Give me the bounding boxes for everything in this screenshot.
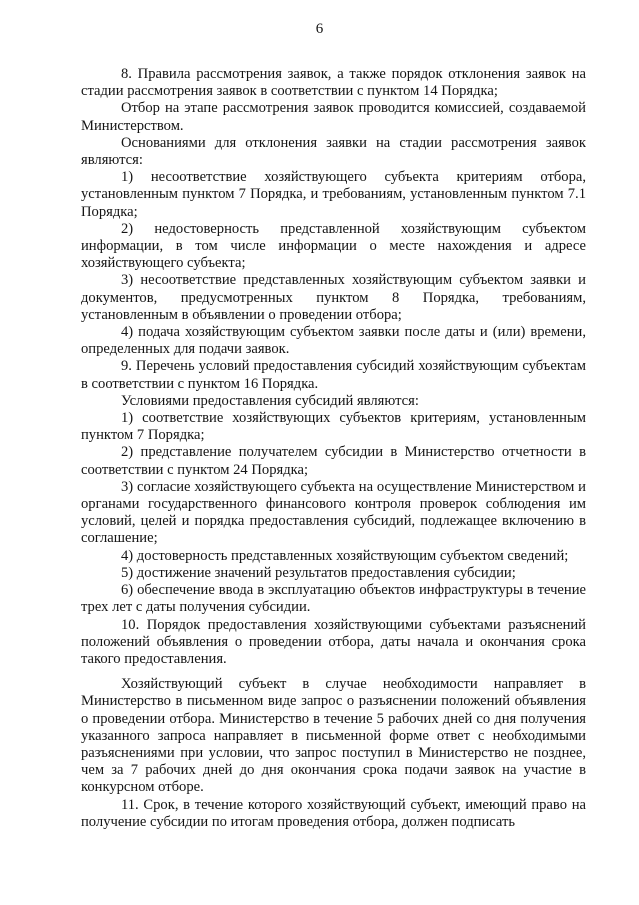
paragraph-section-9: 9. Перечень условий предоставления субсидий хозяйствующим субъектам в соответствии с пунктом 16 Порядка. <box>81 358 586 392</box>
document-body <box>81 66 586 831</box>
paragraph-rejection-grounds-intro: Основаниями для отклонения заявки на стадии рассмотрения заявок являются: <box>81 134 586 169</box>
list-item-rejection-1: 1) несоответствие хозяйствующего субъекта критериям отбора, установленным пунктом 7 Порядка, и требованиям, установленным пунктом 7.1 Порядка; <box>81 169 586 220</box>
paragraph-section-10: 10. Порядок предоставления хозяйствующими субъектами разъяснений положений объявления о проведении отбора, даты начала и окончания срока такого предоставления. <box>81 616 586 667</box>
list-item-condition-5: 5) достижение значений результатов предоставления субсидии; <box>121 564 516 581</box>
page-number: 6 <box>315 21 324 37</box>
paragraph-section-11: 11. Срок, в течение которого хозяйствующий субъект, имеющий право на получение субсидии по итогам проведения отбора, должен подписать <box>81 796 586 830</box>
list-item-condition-1: 1) соответствие хозяйствующих субъектов критериям, установленным пунктом 7 Порядка; <box>81 410 586 444</box>
list-item-condition-3: 3) согласие хозяйствующего субъекта на осуществление Министерством и органами государственного финансового контроля проверок соблюдения им условий, целей и порядка предоставления субсидий, подлежащее включению в соглашение; <box>81 478 586 547</box>
paragraph-clarification-request: Хозяйствующий субъект в случае необходимости направляет в Министерство в письменном виде запрос о разъяснении положений объявления о проведении отбора. Министерство в течение 5 рабочих дней со дня получения указанного запроса направляет в письменной форме ответ с необходимыми разъяснениями при условии, что запрос поступил в Министерство не позднее, чем за 7 рабочих дней до дня окончания срока подачи заявок на участие в конкурсном отборе. <box>81 676 586 796</box>
paragraph-conditions-intro: Условиями предоставления субсидий являются: <box>121 392 419 409</box>
list-item-condition-2: 2) представление получателем субсидии в Министерство отчетности в соответствии с пунктом 24 Порядка; <box>81 444 586 478</box>
list-item-condition-4: 4) достоверность представленных хозяйствующим субъектом сведений; <box>121 547 569 564</box>
paragraph-commission: Отбор на этапе рассмотрения заявок проводится комиссией, создаваемой Министерством. <box>81 100 586 134</box>
list-item-condition-6: 6) обеспечение ввода в эксплуатацию объектов инфраструктуры в течение трех лет с даты получения субсидии. <box>81 582 586 616</box>
list-item-rejection-2: 2) недостоверность представленной хозяйствующим субъектом информации, в том числе информации о месте нахождения и адресе хозяйствующего субъекта; <box>81 220 586 272</box>
list-item-rejection-3: 3) несоответствие представленных хозяйствующим субъектом заявки и документов, предусмотренных пунктом 8 Порядка, требованиям, установленным в объявлении о проведении отбора; <box>81 272 586 323</box>
list-item-rejection-4: 4) подача хозяйствующим субъектом заявки после даты и (или) времени, определенных для подачи заявок. <box>81 324 586 358</box>
paragraph-section-8: 8. Правила рассмотрения заявок, а также порядок отклонения заявок на стадии рассмотрения заявок в соответствии с пунктом 14 Порядка; <box>81 66 586 100</box>
